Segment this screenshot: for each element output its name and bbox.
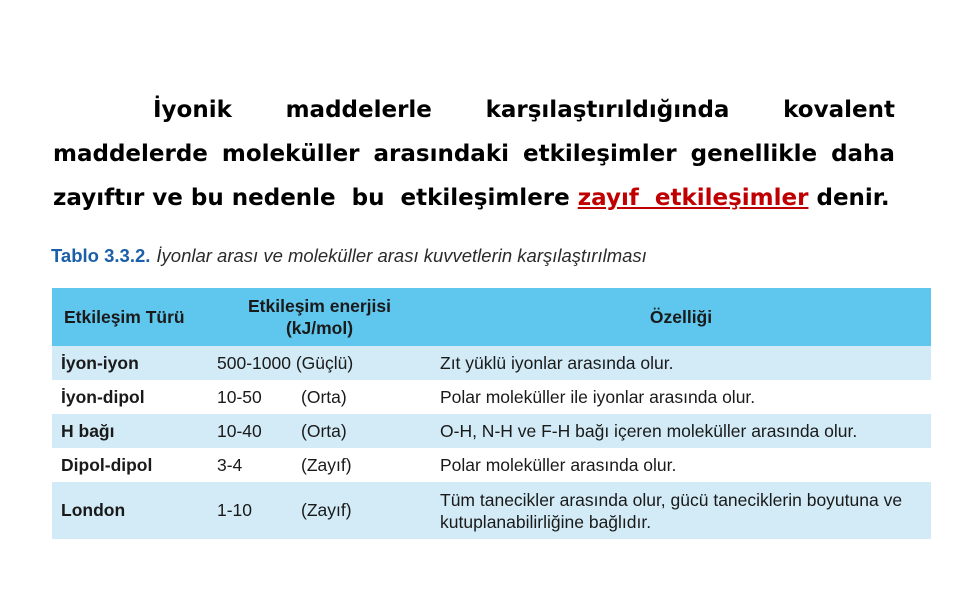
highlighted-term: zayıf etkileşimler <box>577 185 809 211</box>
word: etkileşimler <box>523 141 677 167</box>
table-row <box>52 380 931 414</box>
header-property: Özelliği <box>649 307 713 327</box>
table-row <box>52 414 931 448</box>
word: maddelerde <box>53 141 208 167</box>
caption-label: Tablo 3.3.2. <box>51 245 151 266</box>
cell-type: İyon-dipol <box>61 386 145 407</box>
comparison-table <box>52 288 931 539</box>
cell-strength: (Zayıf) <box>301 500 352 520</box>
cell-type: Dipol-dipol <box>61 454 153 475</box>
word: İyonik <box>153 97 232 123</box>
cell-energy: 10-40 <box>217 420 262 441</box>
table-row <box>52 346 931 380</box>
cell-property: Polar moleküller ile iyonlar arasında olur. <box>440 387 756 407</box>
line3-before: zayıftır ve bu nedenle bu etkileşimlere <box>53 185 578 211</box>
cell-type: London <box>61 500 126 520</box>
header-energy <box>208 288 431 346</box>
word: arasındaki <box>373 141 510 167</box>
cell-property: O-H, N-H ve F-H bağı içeren moleküller arasında olur. <box>440 421 858 441</box>
table-row <box>52 448 931 482</box>
word: karşılaştırıldığında <box>485 97 730 123</box>
word: daha <box>831 141 895 167</box>
cell-strength: (Zayıf) <box>301 454 352 475</box>
cell-strength: (Orta) <box>301 420 347 441</box>
word: moleküller <box>221 141 360 167</box>
cell-type: İyon-iyon <box>61 352 139 373</box>
table-header-row <box>52 288 931 346</box>
line3-after: denir. <box>808 185 890 211</box>
header-energy-line1: Etkileşim enerjisi <box>248 296 391 316</box>
cell-energy: 500-1000 (Güçlü) <box>217 352 354 373</box>
cell-energy: 1-10 <box>217 500 253 520</box>
word: kovalent <box>783 97 895 123</box>
cell-property: Polar moleküller arasında olur. <box>440 455 677 475</box>
caption-text: İyonlar arası ve moleküller arası kuvvetlerin karşılaştırılması <box>156 245 647 266</box>
property-line-2: kutuplanabilirliğine bağlıdır. <box>440 511 652 532</box>
cell-strength: (Orta) <box>301 386 347 407</box>
intro-paragraph <box>53 88 895 220</box>
cell-energy: 3-4 <box>217 454 243 475</box>
cell-property: Zıt yüklü iyonlar arasında olur. <box>440 353 674 373</box>
paragraph-line-3 <box>53 176 895 220</box>
cell-property <box>431 482 931 539</box>
paragraph-line-2 <box>53 132 895 176</box>
header-interaction-type: Etkileşim Türü <box>64 307 185 327</box>
word: maddelerle <box>285 97 432 123</box>
paragraph-line-1 <box>53 88 895 132</box>
table-caption <box>51 245 647 267</box>
cell-energy: 10-50 <box>217 386 262 407</box>
table-row <box>52 482 931 539</box>
header-energy-line2: (kJ/mol) <box>285 318 354 338</box>
word: genellikle <box>690 141 818 167</box>
cell-type: H bağı <box>61 420 115 441</box>
property-line-1: Tüm tanecikler arasında olur, gücü taneciklerin boyutuna ve <box>440 489 903 510</box>
